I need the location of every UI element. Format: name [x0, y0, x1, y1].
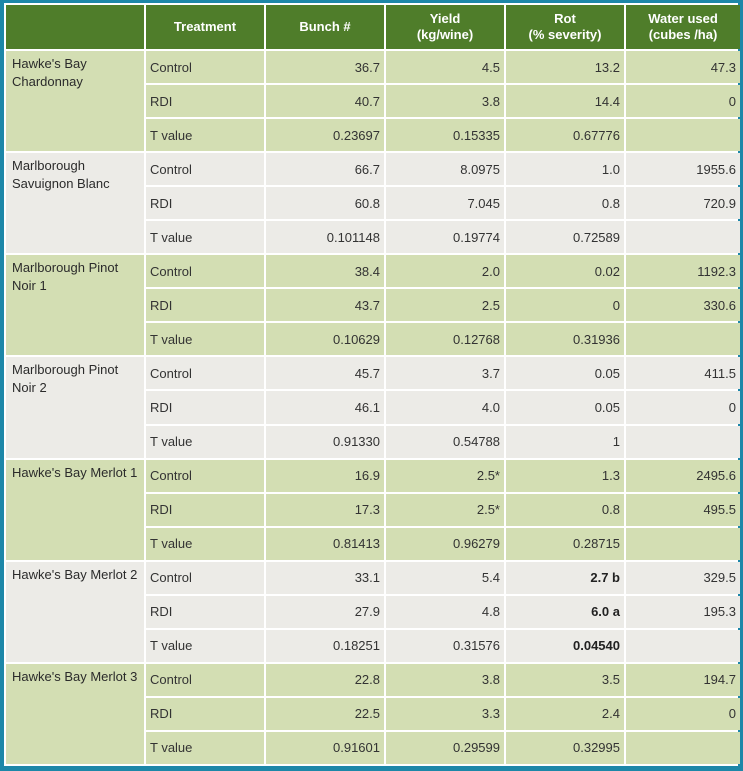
bunch-cell: 0.10629: [266, 323, 384, 355]
rot-cell: 13.2: [506, 51, 624, 83]
rot-cell: 1.3: [506, 460, 624, 492]
bunch-cell: 16.9: [266, 460, 384, 492]
rot-cell: 1.0: [506, 153, 624, 185]
yield-cell: 0.96279: [386, 528, 504, 560]
bunch-cell: 22.8: [266, 664, 384, 696]
treatment-cell: Control: [146, 153, 264, 185]
bunch-cell: 40.7: [266, 85, 384, 117]
treatment-cell: Control: [146, 51, 264, 83]
rot-cell-significant: 2.7 b: [506, 562, 624, 594]
yield-cell: 2.5: [386, 289, 504, 321]
yield-cell: 0.19774: [386, 221, 504, 253]
header-yield: Yield (kg/wine): [386, 5, 504, 49]
water-cell: [626, 323, 740, 355]
treatment-cell: RDI: [146, 698, 264, 730]
bunch-cell: 0.18251: [266, 630, 384, 662]
vineyard-cell: Hawke's Bay Merlot 2: [6, 562, 144, 662]
bunch-cell: 22.5: [266, 698, 384, 730]
bunch-cell: 17.3: [266, 494, 384, 526]
treatment-cell: Control: [146, 562, 264, 594]
yield-cell: 5.4: [386, 562, 504, 594]
bunch-cell: 46.1: [266, 391, 384, 423]
water-cell: 495.5: [626, 494, 740, 526]
water-cell: 329.5: [626, 562, 740, 594]
vineyard-cell: Marlborough Pinot Noir 1: [6, 255, 144, 355]
table-row: [6, 460, 740, 492]
water-cell: 1192.3: [626, 255, 740, 287]
yield-cell: 4.0: [386, 391, 504, 423]
yield-cell: 3.8: [386, 85, 504, 117]
treatment-cell: T value: [146, 732, 264, 764]
yield-cell: 4.8: [386, 596, 504, 628]
water-cell: [626, 221, 740, 253]
water-cell: 0: [626, 698, 740, 730]
bunch-cell: 33.1: [266, 562, 384, 594]
rot-cell: 0.05: [506, 357, 624, 389]
header-row: [6, 5, 740, 49]
rot-cell: 1: [506, 426, 624, 458]
rot-cell: 0.31936: [506, 323, 624, 355]
bunch-cell: 66.7: [266, 153, 384, 185]
bunch-cell: 38.4: [266, 255, 384, 287]
bunch-cell: 0.91330: [266, 426, 384, 458]
yield-cell: 0.29599: [386, 732, 504, 764]
water-cell: 0: [626, 391, 740, 423]
water-cell: 720.9: [626, 187, 740, 219]
rot-cell: 3.5: [506, 664, 624, 696]
header-treatment: Treatment: [146, 5, 264, 49]
header-rot: Rot (% severity): [506, 5, 624, 49]
treatment-cell: T value: [146, 528, 264, 560]
table-row: [6, 153, 740, 185]
treatment-cell: RDI: [146, 85, 264, 117]
header-water: Water used (cubes /ha): [626, 5, 740, 49]
water-cell: 330.6: [626, 289, 740, 321]
header-vineyard: [6, 5, 144, 49]
rot-cell: 0.28715: [506, 528, 624, 560]
rot-cell-significant: 6.0 a: [506, 596, 624, 628]
rot-cell: 0.32995: [506, 732, 624, 764]
treatment-cell: Control: [146, 460, 264, 492]
vineyard-cell: Hawke's Bay Chardonnay: [6, 51, 144, 151]
rot-cell: 14.4: [506, 85, 624, 117]
treatment-cell: T value: [146, 426, 264, 458]
bunch-cell: 0.91601: [266, 732, 384, 764]
bunch-cell: 45.7: [266, 357, 384, 389]
yield-cell: 8.0975: [386, 153, 504, 185]
yield-cell: 0.54788: [386, 426, 504, 458]
water-cell: [626, 732, 740, 764]
treatment-cell: T value: [146, 221, 264, 253]
yield-cell: 3.3: [386, 698, 504, 730]
table-row: [6, 357, 740, 389]
treatment-cell: RDI: [146, 494, 264, 526]
bunch-cell: 0.101148: [266, 221, 384, 253]
water-cell: [626, 630, 740, 662]
vineyard-cell: Marlborough Pinot Noir 2: [6, 357, 144, 457]
treatment-cell: RDI: [146, 187, 264, 219]
yield-cell: 7.045: [386, 187, 504, 219]
bunch-cell: 0.23697: [266, 119, 384, 151]
yield-cell: 3.7: [386, 357, 504, 389]
water-cell: 195.3: [626, 596, 740, 628]
water-cell: [626, 119, 740, 151]
rot-cell: 0.8: [506, 187, 624, 219]
table-frame: [4, 3, 738, 766]
treatment-cell: RDI: [146, 391, 264, 423]
water-cell: 0: [626, 85, 740, 117]
yield-cell: 0.12768: [386, 323, 504, 355]
water-cell: 194.7: [626, 664, 740, 696]
yield-cell: 3.8: [386, 664, 504, 696]
bunch-cell: 43.7: [266, 289, 384, 321]
rot-cell: 0.67776: [506, 119, 624, 151]
table-row: [6, 255, 740, 287]
treatment-cell: T value: [146, 630, 264, 662]
bunch-cell: 27.9: [266, 596, 384, 628]
yield-cell: 4.5: [386, 51, 504, 83]
rot-cell: 0.05: [506, 391, 624, 423]
water-cell: 1955.6: [626, 153, 740, 185]
table-row: [6, 51, 740, 83]
yield-cell: 2.5*: [386, 460, 504, 492]
bunch-cell: 36.7: [266, 51, 384, 83]
rot-cell-significant: 0.04540: [506, 630, 624, 662]
rot-cell: 0: [506, 289, 624, 321]
water-cell: [626, 426, 740, 458]
table-row: [6, 562, 740, 594]
rot-cell: 2.4: [506, 698, 624, 730]
header-bunch: Bunch #: [266, 5, 384, 49]
treatment-cell: RDI: [146, 289, 264, 321]
vineyard-cell: Marlborough Savuignon Blanc: [6, 153, 144, 253]
bunch-cell: 60.8: [266, 187, 384, 219]
water-cell: [626, 528, 740, 560]
yield-cell: 0.15335: [386, 119, 504, 151]
treatment-cell: T value: [146, 119, 264, 151]
water-cell: 411.5: [626, 357, 740, 389]
water-cell: 47.3: [626, 51, 740, 83]
table-row: [6, 664, 740, 696]
water-cell: 2495.6: [626, 460, 740, 492]
results-table: [4, 3, 742, 766]
bunch-cell: 0.81413: [266, 528, 384, 560]
rot-cell: 0.8: [506, 494, 624, 526]
yield-cell: 2.5*: [386, 494, 504, 526]
yield-cell: 2.0: [386, 255, 504, 287]
treatment-cell: Control: [146, 664, 264, 696]
treatment-cell: Control: [146, 357, 264, 389]
treatment-cell: T value: [146, 323, 264, 355]
vineyard-cell: Hawke's Bay Merlot 1: [6, 460, 144, 560]
treatment-cell: RDI: [146, 596, 264, 628]
rot-cell: 0.02: [506, 255, 624, 287]
vineyard-cell: Hawke's Bay Merlot 3: [6, 664, 144, 764]
treatment-cell: Control: [146, 255, 264, 287]
rot-cell: 0.72589: [506, 221, 624, 253]
yield-cell: 0.31576: [386, 630, 504, 662]
